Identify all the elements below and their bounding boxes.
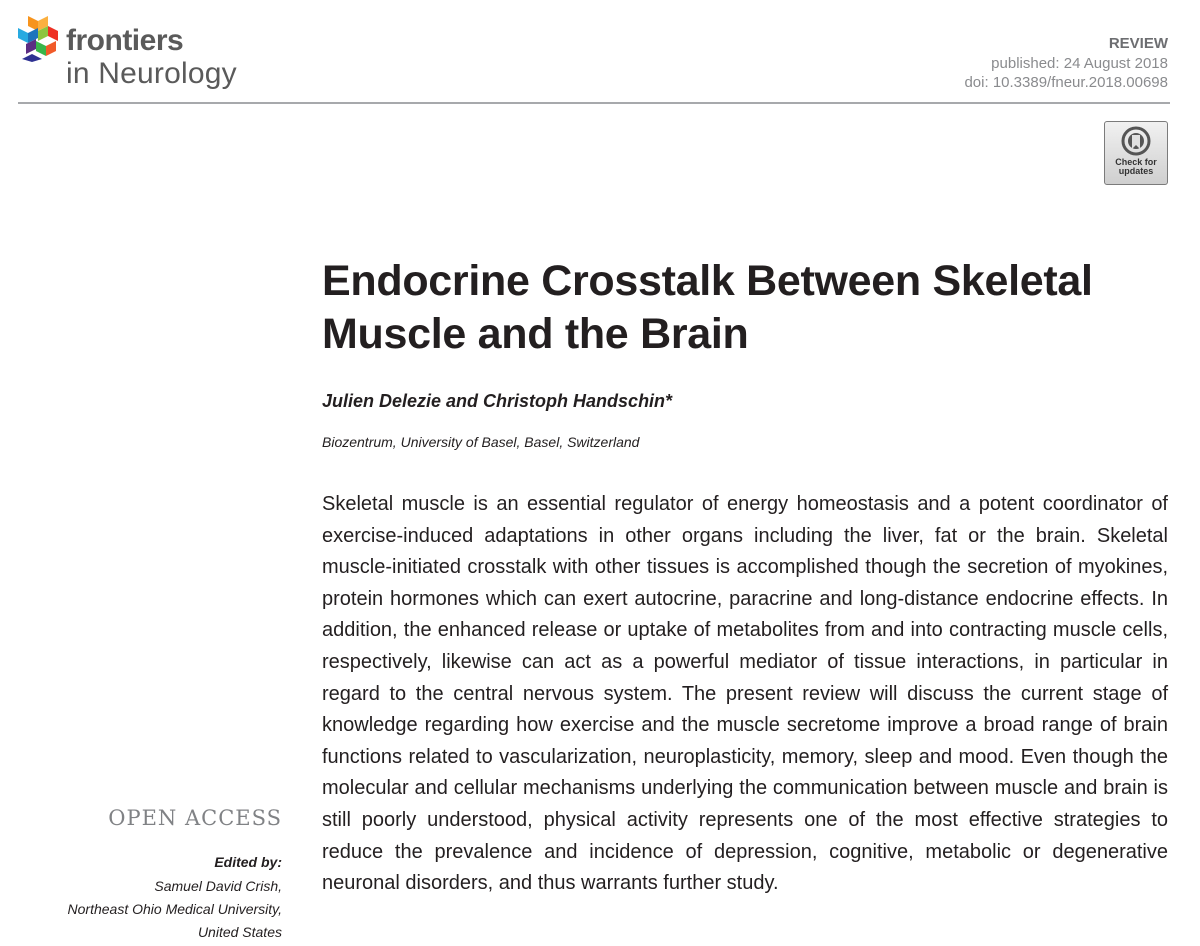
doi-link[interactable]: doi: 10.3389/fneur.2018.00698 [964, 74, 1168, 91]
article-type-label: REVIEW [1108, 35, 1168, 52]
editor-name[interactable]: Samuel David Crish, [154, 878, 282, 894]
editor-country: United States [197, 924, 282, 940]
article-title: Endocrine Crosstalk Between Skeletal Muscle and the Brain [322, 257, 1093, 358]
journal-name: in Neurology [66, 57, 237, 90]
author-affiliation: Biozentrum, University of Basel, Basel, Switzerland [322, 434, 640, 450]
open-access-label: OPEN ACCESS [108, 806, 282, 830]
header-divider [18, 102, 1170, 104]
check-for-updates-label: Check for updates [1115, 157, 1157, 176]
abstract-text: Skeletal muscle is an essential regulator of energy homeostasis and a potent coordinator of exercise-induced adaptations in other organs including the liver, fat or the brain. Skeletal muscle-initiated crosstalk with other tissues is accomplished though the secretion of myokines, protein hormones which can exert autocrine, paracrine and long-distance endocrine effects. In addition, the enhanced release or uptake of metabolites from and into contracting muscle cells, respectively, likewise can act as a powerful mediator of tissue interactions, in particular in regard to the central nervous system. The present review will discuss the current stage of knowledge regarding how exercise and the muscle secretome improve a broad range of brain functions related to vascularization, neuroplasticity, memory, sleep and mood. Even though the molecular and cellular mechanisms underlying the communication between muscle and brain is still poorly understood, physical activity represents one of the most effective strategies to reduce the prevalence and incidence of depression, cognitive, metabolic or degenerative neuronal disorders, and thus warrants further study. [322, 493, 1168, 895]
check-for-updates-button[interactable] [1104, 121, 1168, 185]
frontiers-logo-icon [18, 16, 62, 62]
journal-brand: frontiers [66, 24, 184, 57]
editor-institution: Northeast Ohio Medical University, [67, 901, 282, 917]
bookmark-ring-icon [1121, 126, 1151, 156]
edited-by-label: Edited by: [214, 854, 282, 870]
publication-date: published: 24 August 2018 [991, 55, 1168, 72]
author-list[interactable]: Julien Delezie and Christoph Handschin* [322, 391, 673, 411]
